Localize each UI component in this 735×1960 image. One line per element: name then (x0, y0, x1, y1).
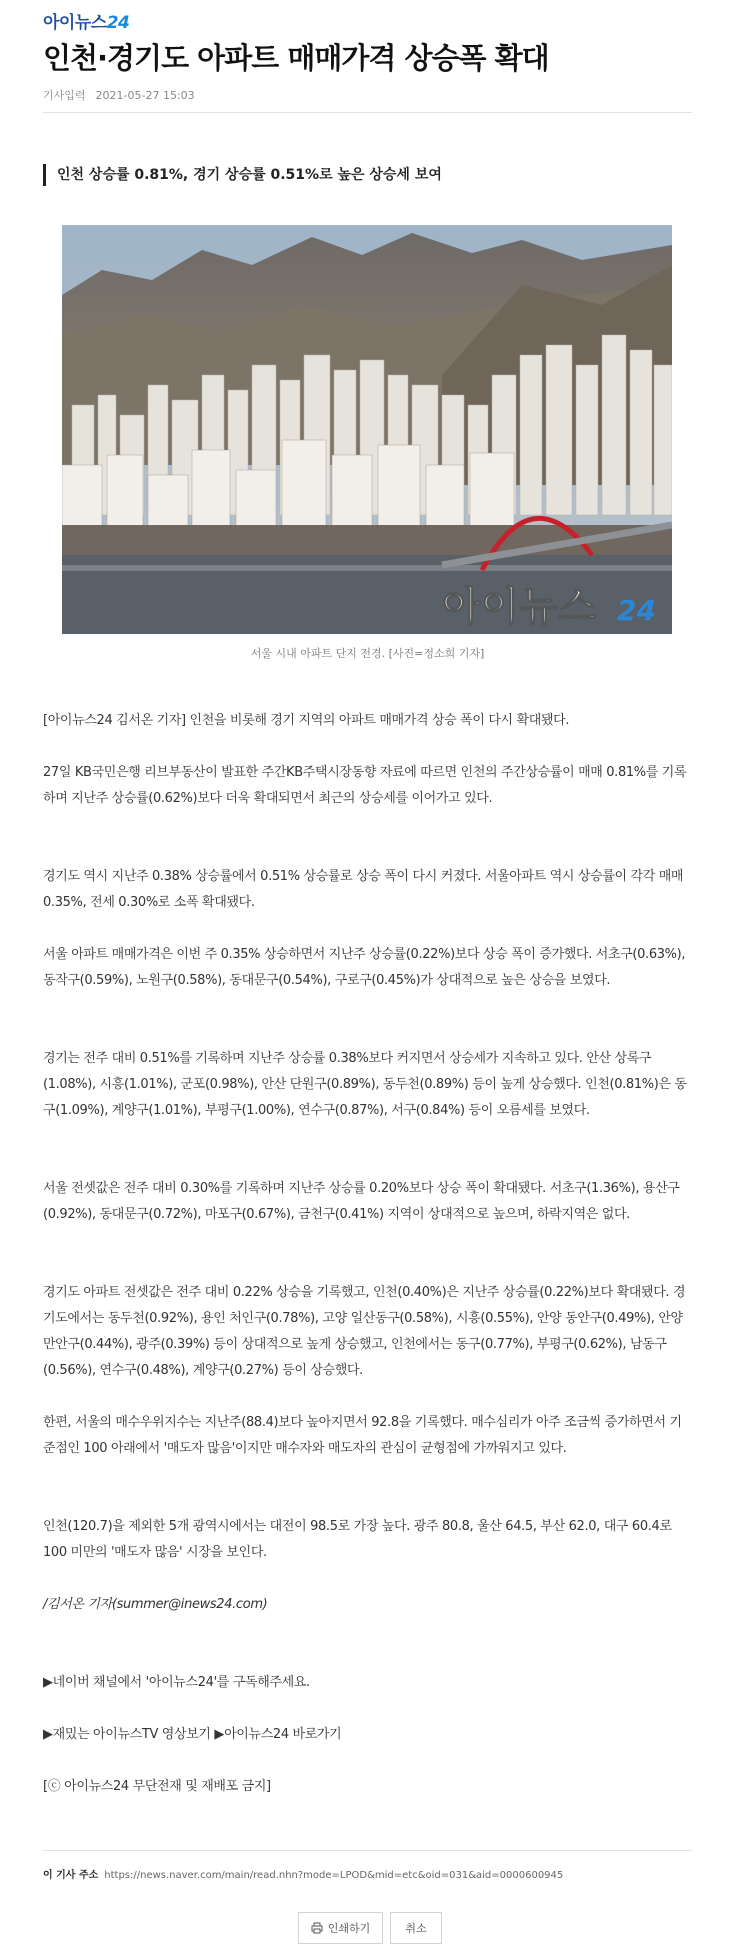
cancel-button[interactable] (390, 1912, 442, 1944)
source-label: 이 기사 주소 (43, 1870, 99, 1881)
photo-caption: 서울 시내 아파트 단지 전경. [사진=정소희 기자] (250, 647, 485, 660)
paragraph-1: [아이뉴스24 김서온 기자] 인천을 비롯해 경기 지역의 아파트 매매가격 상승 폭이 다시 확대됐다. (43, 713, 570, 728)
print-label: 인쇄하기 (327, 1922, 371, 1935)
cancel-label: 취소 (405, 1922, 427, 1935)
paragraph-5: 경기는 전주 대비 0.51%를 기록하며 지난주 상승률 0.38%보다 커지면서 상승세가 지속하고 있다. 안산 상록구(1.08%), 시흥(1.01%), 군포(0.98%), 안산 단원구(0.89%), 동두천(0.89%) 등이 높게 상승했다. 인천(0.81%)은 동구(1.09%), 계양구(1.01%), 부평구(1.00%), 연수구(0.87%), 서구(0.84%) 등이 오름세를 보였다. (43, 1051, 687, 1118)
article-url-row (43, 1866, 563, 1881)
article-subtitle: 인천 상승률 0.81%, 경기 상승률 0.51%로 높은 상승세 보여 (43, 164, 683, 186)
article-date: 2021-05-27 15:03 (95, 89, 195, 102)
paragraph-3: 경기도 역시 지난주 0.38% 상승률에서 0.51% 상승률로 상승 폭이 다시 커졌다. 서울아파트 역시 상승률이 각각 매매 0.35%, 전세 0.30%로 소폭 확대됐다. (43, 869, 684, 910)
paragraph-8: 한편, 서울의 매수우위지수는 지난주(88.4)보다 높아지면서 92.8을 기록했다. 매수심리가 아주 조금씩 증가하면서 기준점인 100 아래에서 '매도자 많음'이지만 매수자와 매도자의 관심이 균형점에 가까워지고 있다. (43, 1415, 682, 1456)
naver-channel-link[interactable]: ▶네이버 채널에서 '아이뉴스24'를 구독해주세요. (43, 1675, 310, 1690)
article-photo (62, 225, 672, 634)
copyright-notice: [ⓒ 아이뉴스24 무단전재 및 재배포 금지] (43, 1779, 271, 1794)
article-meta (43, 87, 195, 103)
apartment-skyline-image (62, 225, 672, 634)
logo-text: 아이뉴스 (43, 13, 107, 33)
paragraph-2: 27일 KB국민은행 리브부동산이 발표한 주간KB주택시장동향 자료에 따르면 인천의 주간상승률이 매매 0.81%를 기록하며 지난주 상승률(0.62%)보다 더욱 확대되면서 최근의 상승세를 이어가고 있다. (43, 765, 687, 806)
paragraph-6: 서울 전셋값은 전주 대비 0.30%를 기록하며 지난주 상승률 0.20%보다 상승 폭이 확대됐다. 서초구(1.36%), 용산구(0.92%), 동대문구(0.72%), 마포구(0.67%), 금천구(0.41%) 지역이 상대적으로 높으며, 하락지역은 없다. (43, 1181, 680, 1222)
paragraph-4: 서울 아파트 매매가격은 이번 주 0.35% 상승하면서 지난주 상승률(0.22%)보다 상승 폭이 증가했다. 서초구(0.63%), 동작구(0.59%), 노원구(0.58%), 동대문구(0.54%), 구로구(0.45%)가 상대적으로 높은 상승을 보였다. (43, 947, 686, 988)
divider (43, 112, 692, 113)
paragraph-9: 인천(120.7)을 제외한 5개 광역시에서는 대전이 98.5로 가장 높다. 광주 80.8, 울산 64.5, 부산 62.0, 대구 60.4로 100 미만의 '매도자 많음' 시장을 보인다. (43, 1519, 672, 1560)
photo-watermark-number: 24 (617, 594, 656, 627)
author-byline: /김서온 기자(summer@inews24.com) (43, 1597, 268, 1612)
logo-number: 24 (106, 13, 130, 33)
paragraph-7: 경기도 아파트 전셋값은 전주 대비 0.22% 상승을 기록했고, 인천(0.40%)은 지난주 상승률(0.22%)보다 확대됐다. 경기도에서는 동두천(0.92%), 용인 처인구(0.78%), 고양 일산동구(0.58%), 시흥(0.55%), 안양 동안구(0.49%), 안양 만안구(0.44%), 광주(0.39%) 등이 상대적으로 높게 상승했고, 인천에서는 동구(0.77%), 부평구(0.62%), 남동구(0.56%), 연수구(0.48%), 계양구(0.27%) 등이 상승했다. (43, 1285, 686, 1378)
site-logo[interactable] (43, 8, 129, 33)
source-url[interactable]: https://news.naver.com/main/read.nhn?mode=LPOD&mid=etc&oid=031&aid=0000600945 (104, 1870, 564, 1881)
article-title: 인천·경기도 아파트 매매가격 상승폭 확대 (43, 41, 549, 75)
promo-links[interactable]: ▶재밌는 아이뉴스TV 영상보기 ▶아이뉴스24 바로가기 (43, 1727, 342, 1742)
photo-watermark: 아이뉴스 (442, 584, 597, 630)
printer-icon (311, 1922, 323, 1934)
print-button[interactable] (298, 1912, 383, 1944)
divider (43, 1850, 692, 1851)
meta-label: 기사입력 (43, 89, 86, 102)
